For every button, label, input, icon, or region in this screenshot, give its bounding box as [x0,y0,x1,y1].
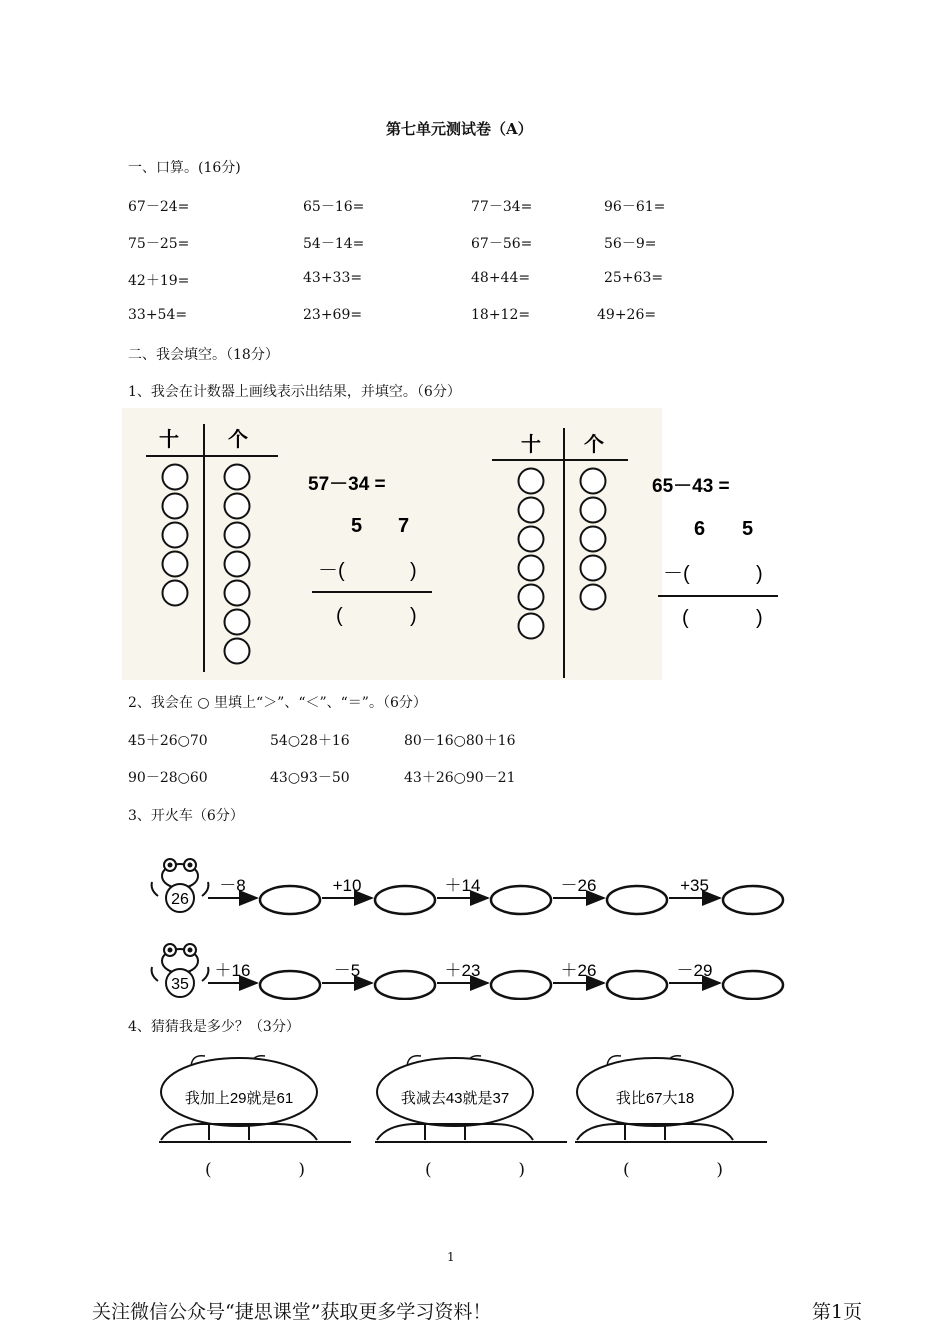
counter-bead [225,465,250,490]
open-paren-left-2: ( [336,605,343,627]
counter-bead [581,527,606,552]
digit-right-tens: 6 [694,518,706,540]
counter-bead [581,469,606,494]
calc-item: 67－56= [471,236,533,252]
close-paren: ) [518,1160,525,1180]
operation-label: －8 [219,876,246,895]
counter-bead [581,556,606,581]
counter-bead [581,585,606,610]
close-paren-right-1: ) [756,563,763,585]
calc-item: 96－61= [604,199,666,215]
open-paren: ( [623,1160,630,1180]
cloud-text: 我比67大18 [615,1090,695,1107]
answer-oval[interactable] [723,886,783,914]
minus-open-left: －( [318,560,345,582]
train-row [152,859,783,914]
ones-label-right: 个 [584,434,604,456]
calc-item: 18+12= [471,307,531,323]
answer-oval[interactable] [260,886,320,914]
operation-label: ＋14 [444,876,481,895]
calc-item: 75－25= [128,236,190,252]
operation-label: ＋16 [214,961,251,980]
guess-cloud [375,1056,567,1142]
calc-item: 43+33= [303,270,363,286]
train-figure [0,840,950,1000]
footer-note: 关注微信公众号“捷思课堂”获取更多学习资料！ [92,1301,492,1323]
digit-right-ones: 5 [742,518,754,540]
expr-right: 65－43 = [652,476,730,497]
guess-figure [0,1048,950,1148]
close-paren: ) [298,1160,305,1180]
tens-label-right: 十 [521,434,541,456]
counter-bead [163,494,188,519]
counter-left [146,424,278,672]
answer-blank[interactable] [623,1160,723,1180]
start-number: 26 [171,891,189,908]
train-row [152,944,783,999]
calc-item: 49+26= [597,307,657,323]
compare-item: 54○28＋16 [270,733,350,749]
answer-blank[interactable] [425,1160,525,1180]
close-paren-left-2: ) [410,605,417,627]
compare-item: 90－28○60 [128,770,208,786]
answer-oval[interactable] [491,971,551,999]
counter-bead [225,494,250,519]
operation-label: +35 [680,876,709,895]
answer-oval[interactable] [607,886,667,914]
counter-bead [581,498,606,523]
answer-oval[interactable] [723,971,783,999]
counter-bead [225,552,250,577]
cloud-text: 我加上29就是61 [184,1090,294,1107]
calc-item: 77－34= [471,199,533,215]
question-2-label: 2、我会在 ○ 里填上“＞”、“＜”、“＝”。（6分） [128,695,427,711]
compare-item: 80－16○80＋16 [404,733,516,749]
digit-left-tens: 5 [351,515,363,537]
footer-page: 第1页 [812,1301,863,1323]
expr-left: 57－34 = [308,474,386,495]
compare-item: 43○93－50 [270,770,350,786]
counter-bead [163,465,188,490]
answer-oval[interactable] [491,886,551,914]
counter-bead [163,523,188,548]
counter-bead [519,527,544,552]
counter-bead [163,581,188,606]
calc-item: 42＋19= [128,273,190,289]
counter-bead [519,585,544,610]
start-number: 35 [171,976,189,993]
cloud-text: 我减去43就是37 [400,1090,510,1107]
open-paren: ( [425,1160,432,1180]
operation-label: －5 [333,961,361,980]
counter-bead [225,581,250,606]
calc-item: 67－24= [128,199,190,215]
section-1-heading: 一、口算。(16分) [128,160,241,176]
counter-bead [225,610,250,635]
operation-label: －26 [560,876,597,895]
digit-left-ones: 7 [398,515,410,537]
question-1-label: 1、我会在计数器上画线表示出结果，并填空。（6分） [128,384,461,400]
compare-item: 43＋26○90－21 [404,770,516,786]
page-title: 第七单元测试卷（A） [386,120,533,138]
counter-bead [519,556,544,581]
calc-item: 48+44= [471,270,531,286]
counter-bead [225,523,250,548]
answer-oval[interactable] [260,971,320,999]
guess-cloud [575,1056,767,1142]
operation-label: －29 [676,961,713,980]
operation-label: +10 [332,876,362,895]
calc-item: 54－14= [303,236,365,252]
guess-cloud [159,1056,351,1142]
page-number: 1 [447,1250,455,1264]
answer-oval[interactable] [375,886,435,914]
counter-bead [519,498,544,523]
close-paren: ) [716,1160,723,1180]
calc-item: 25+63= [604,270,664,286]
tens-label-left: 十 [159,429,179,451]
counter-bead [519,614,544,639]
answer-blank[interactable] [205,1160,305,1180]
ones-label-left: 个 [228,429,248,451]
answer-oval[interactable] [375,971,435,999]
answer-oval[interactable] [607,971,667,999]
open-paren-right-2: ( [682,607,689,629]
open-paren: ( [205,1160,212,1180]
calc-item: 56－9= [604,236,657,252]
question-3-label: 3、开火车（6分） [128,808,244,824]
close-paren-right-2: ) [756,607,763,629]
minus-open-right: －( [663,563,690,585]
operation-label: ＋23 [444,961,481,980]
compare-item: 45＋26○70 [128,733,208,749]
calc-item: 65－16= [303,199,365,215]
section-2-heading: 二、我会填空。（18分） [128,347,279,363]
calc-item: 23+69= [303,307,363,323]
calc-item: 33+54= [128,307,188,323]
operation-label: ＋26 [560,961,597,980]
counter-bead [225,639,250,664]
close-paren-left-1: ) [410,560,417,582]
counter-right [492,428,628,678]
counter-bead [519,469,544,494]
question-4-label: 4、猜猜我是多少？（3分） [128,1019,300,1035]
counter-bead [163,552,188,577]
